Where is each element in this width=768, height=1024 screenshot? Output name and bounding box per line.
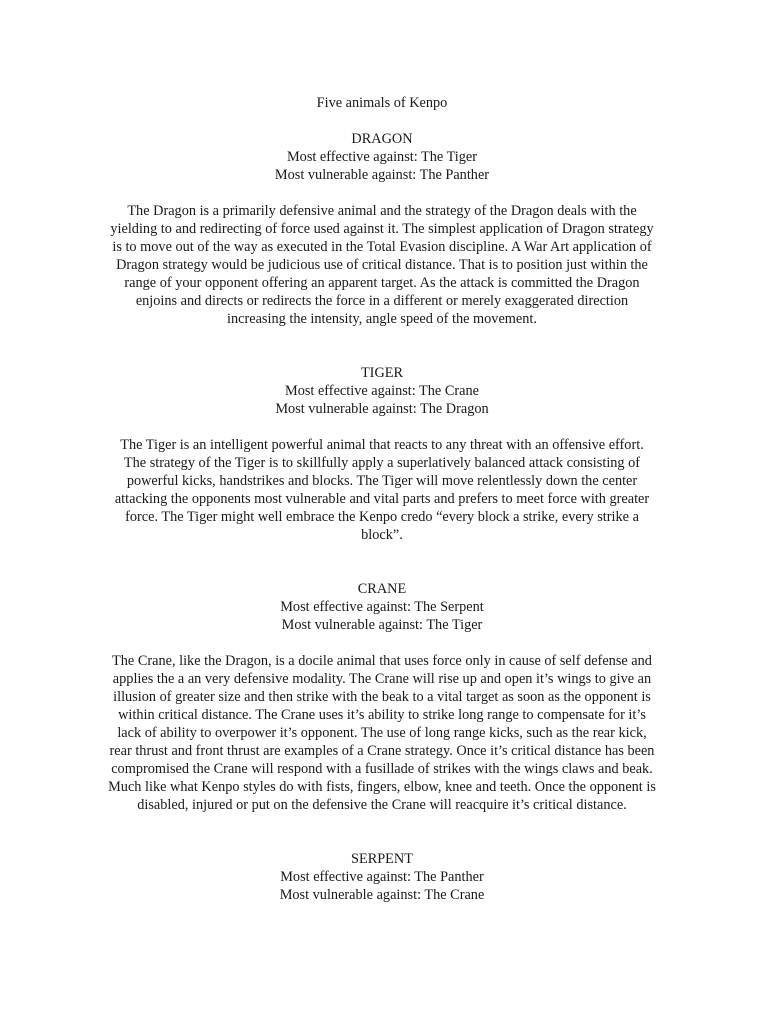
section-paragraph: The Crane, like the Dragon, is a docile animal that uses force only in cause of self defense and applies the a an very defensive modality. The Crane will rise up and open it’s wings to give an illusion of greater size and then strike with the beak to a vital target as soon as the opponent is within critical distance. The Crane uses it’s ability to strike long range to compensate for it’s lack of ability to overpower it’s opponent. The use of long range kicks, such as the rear kick, rear thrust and front thrust are examples of a Crane strategy. Once it’s critical distance has been compromised the Crane will respond with a fusillade of strikes with the wings claws and beak. Much like what Kenpo styles do with fists, fingers, elbow, knee and teeth. Once the opponent is disabled, injured or put on the defensive the Crane will reacquire it’s critical distance. [108,653,656,813]
section-heading: SERPENT [351,851,413,867]
most-effective-line: Most effective against: The Tiger [286,149,478,165]
section-spacer [108,544,656,580]
most-effective-line: Most effective against: The Serpent [280,599,484,615]
most-vulnerable-line: Most vulnerable against: The Tiger [281,617,483,633]
section-crane [108,580,656,814]
section-paragraph: The Dragon is a primarily defensive animal and the strategy of the Dragon deals with the yielding to and redirecting of force used against it. The simplest application of Dragon strategy is to move out of the way as executed in the Total Evasion discipline. A War Art application of Dragon strategy would be judicious use of critical distance. That is to position just within the range of your opponent offering an apparent target. As the attack is committed the Dragon enjoins and directs or redirects the force in a different or merely exaggerated direction increasing the intensity, angle speed of the movement. [110,203,654,327]
document-page [108,94,656,904]
document-title: Five animals of Kenpo [316,95,448,111]
section-tiger [108,364,656,544]
section-serpent [108,850,656,904]
most-vulnerable-line: Most vulnerable against: The Crane [279,887,485,903]
section-heading: CRANE [357,581,407,597]
section-heading: TIGER [360,365,404,381]
most-vulnerable-line: Most vulnerable against: The Dragon [275,401,489,417]
most-effective-line: Most effective against: The Crane [284,383,479,399]
most-vulnerable-line: Most vulnerable against: The Panther [274,167,490,183]
section-paragraph: The Tiger is an intelligent powerful animal that reacts to any threat with an offensive effort. The strategy of the Tiger is to skillfully apply a superlatively balanced attack consisting of powerful kicks, handstrikes and blocks. The Tiger will move relentlessly down the center attacking the opponents most vulnerable and vital parts and prefers to meet force with greater force. The Tiger might well embrace the Kenpo credo “every block a strike, every strike a block”. [114,437,650,543]
most-effective-line: Most effective against: The Panther [280,869,484,885]
section-dragon [108,130,656,328]
section-spacer [108,814,656,850]
section-spacer [108,328,656,364]
section-heading: DRAGON [351,131,413,147]
